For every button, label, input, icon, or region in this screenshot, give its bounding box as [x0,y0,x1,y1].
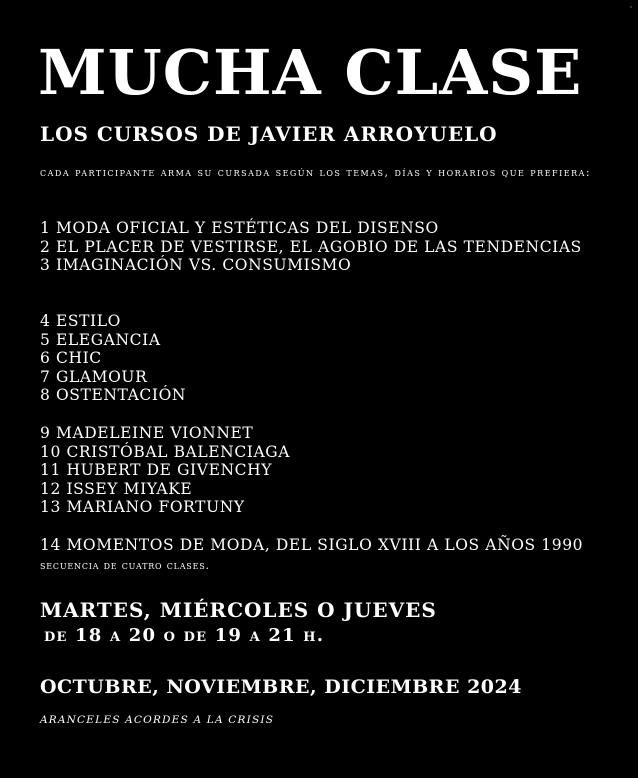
course-group-3 [40,424,600,517]
course-item: 3 IMAGINACIÓN VS. CONSUMISMO [40,256,352,275]
course-item-14 [40,536,600,575]
course-item: 5 ELEGANCIA [40,330,161,349]
course-item: 2 EL PLACER DE VESTIRSE, EL AGOBIO DE LAS TENDENCIAS [40,237,582,256]
course-item: 10 CRISTÓBAL BALENCIAGA [40,442,291,461]
course-item: 6 CHIC [40,349,102,368]
course-item: 11 HUBERT DE GIVENCHY [40,461,273,480]
course-item: 12 ISSEY MIYAKE [40,479,193,498]
intro-text: cada participante arma su cursada según los temas, días y horarios que prefiera: [40,166,592,179]
course-item: 8 OSTENTACIÓN [40,386,187,405]
page-title: MUCHA CLASE [38,36,583,109]
course-item: 1 MODA OFICIAL Y ESTÉTICAS DEL DISENSO [40,219,439,237]
course-group-2 [40,312,600,405]
course-item: 9 MADELEINE VIONNET [40,424,254,442]
fees-note: ARANCELES ACORDES A LA CRISIS [40,714,275,726]
corner-dot [630,6,632,8]
course-14-note: secuencia de cuatro clases. [40,558,210,572]
course-14-title: 14 MOMENTOS DE MODA, DEL SIGLO XVIII A LOS AÑOS 1990 [40,536,584,554]
course-item: 7 GLAMOUR [40,367,148,386]
course-group-4 [40,536,600,575]
subtitle: LOS CURSOS DE JAVIER ARROYUELO [40,122,498,146]
course-item: 4 ESTILO [40,312,121,330]
schedule-hours: de 18 a 20 o de 19 a 21 h. [44,625,325,646]
schedule-months: OCTUBRE, NOVIEMBRE, DICIEMBRE 2024 [40,676,522,698]
schedule-days: MARTES, MIÉRCOLES O JUEVES [40,598,437,622]
course-group-1 [40,219,600,275]
course-item: 13 MARIANO FORTUNY [40,498,245,517]
